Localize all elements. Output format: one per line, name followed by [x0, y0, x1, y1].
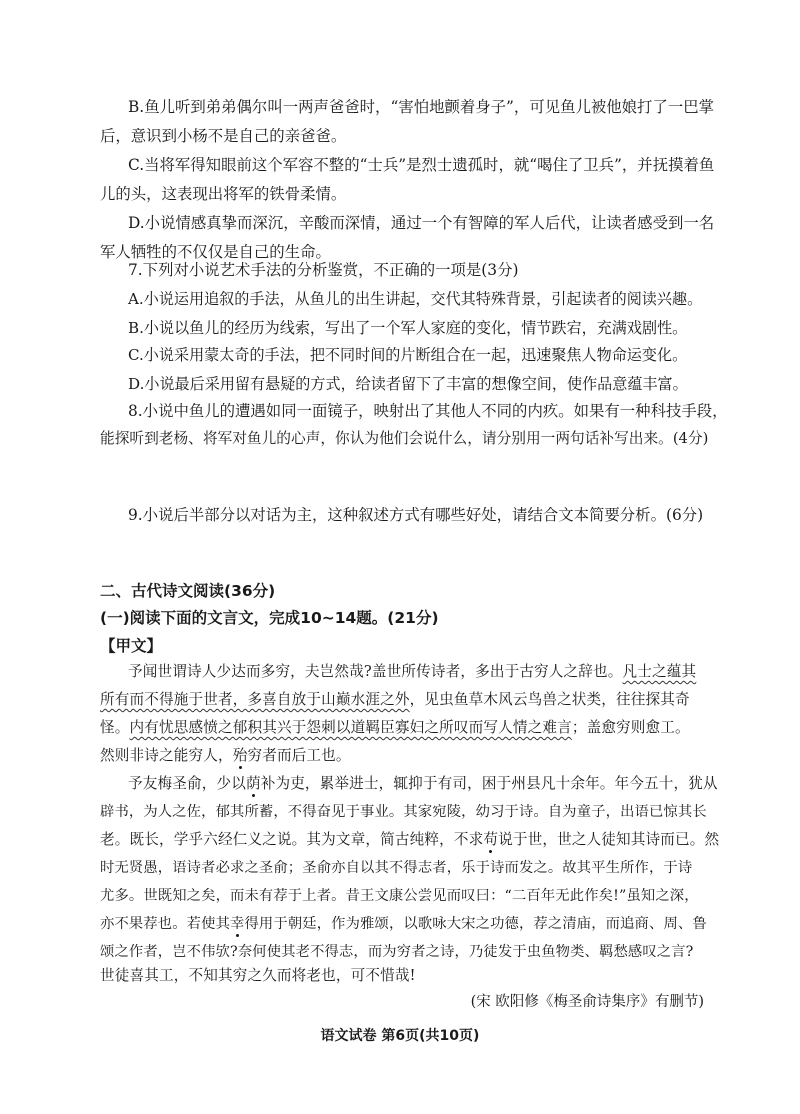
question-7-option-d: D.小说最后采用留有悬疑的方式，给读者留下了丰富的想像空间，使作品意蕴丰富。 — [128, 375, 688, 393]
wavy-underline-span: 所有而不得施于世者，多喜自放于山巅水涯之外 — [100, 691, 410, 708]
text-p1-line3 — [100, 714, 712, 742]
section-title: 二、古代诗文阅读(36分) — [100, 582, 276, 600]
text-span: 亦不果荐也。若使其 — [100, 916, 231, 932]
text-p1-line4 — [100, 742, 712, 770]
text-p2-line1 — [128, 770, 740, 798]
text-span: 穷者而后工也。 — [247, 747, 351, 764]
dotted-character: 苟 — [483, 831, 499, 848]
text-span: 怪。 — [100, 719, 130, 736]
option-b-line1: B.鱼儿听到弟弟偶尔叫一两声爸爸时，“害怕地颤着身子”，可见鱼儿被他娘打了一巴掌 — [128, 98, 715, 116]
option-c-line2: 儿的头，这表现出将军的铁骨柔情。 — [100, 185, 347, 203]
section-subtitle: (一)阅读下面的文言文，完成10~14题。(21分) — [100, 609, 439, 627]
text-span: 予闻世谓诗人少达而多穷，夫岂然哉?盖世所传诗者，多出于古穷人之辞也。 — [128, 663, 623, 680]
text-span: 然则非诗之能穷人， — [100, 747, 233, 764]
text-span: ，见虫鱼草木风云鸟兽之状类，往往探其奇 — [409, 691, 690, 708]
wavy-underline-span: 凡士之蕴其 — [622, 663, 697, 680]
question-7-option-c: C.小说采用蒙太奇的手法，把不同时间的片断组合在一起，迅速聚焦人物命运变化。 — [128, 346, 688, 364]
option-c-line1: C.当将军得知眼前这个军容不整的“士兵”是烈士遗孤时，就“喝住了卫兵”，并抚摸着鱼 — [128, 156, 715, 174]
question-8-line1: 8.小说中鱼儿的遭遇如同一面镜子，映射出了其他人不同的内疚。如果有一种科技手段， — [128, 402, 728, 420]
text-p2-line2: 辟书，为人之佐，郁其所蓄，不得奋见于事业。其家宛陵，幼习于诗。自为童子，出语已惊其长 — [100, 804, 707, 820]
question-7-stem: 7.下列对小说艺术手法的分析鉴赏，不正确的一项是(3分) — [128, 261, 519, 279]
text-p2-line5: 尤多。世既知之矣，而未有荐于上者。昔王文康公尝见而叹曰：“二百年无此作矣!”虽知之深， — [100, 888, 699, 904]
text-span: 补为吏，累举进士，辄抑于有司，困于州县凡十余年。年今五十，犹从 — [260, 775, 718, 792]
text-p1-line2 — [100, 686, 712, 714]
text-p2-line7: 颂之作者，岂不伟欤?奈何使其老不得志，而为穷者之诗，乃徒发于虫鱼物类、羁愁感叹之言? — [100, 944, 694, 960]
jiawen-label: 【甲文】 — [100, 637, 163, 655]
option-d-line1: D.小说情感真挚而深沉，辛酸而深情，通过一个有智障的军人后代，让读者感受到一名 — [128, 214, 715, 232]
dotted-character: 荫 — [245, 775, 261, 792]
question-7-option-b: B.小说以鱼儿的经历为线索，写出了一个军人家庭的变化，情节跌宕，充满戏剧性。 — [128, 319, 688, 337]
source-attribution: (宋 欧阳修《梅圣俞诗集序》有删节) — [470, 994, 704, 1010]
text-p2-line3 — [100, 826, 720, 854]
question-9: 9.小说后半部分以对话为主，这种叙述方式有哪些好处，请结合文本简要分析。(6分) — [128, 506, 704, 524]
question-7-option-a: A.小说运用追叙的手法，从鱼儿的出生讲起，交代其特殊背景，引起读者的阅读兴趣。 — [128, 290, 703, 308]
wavy-underline-span: 内有忧思感愤之郁积其兴于怨刺以道羁臣寡妇之所叹而写人情之难言 — [129, 719, 572, 736]
question-8-line2: 能探听到老杨、将军对鱼儿的心声，你认为他们会说什么，请分别用一两句话补写出来。(4分) — [100, 430, 709, 447]
page-footer: 语文试卷 第6页(共10页) — [320, 1028, 480, 1044]
text-span: 予友梅圣俞，少以 — [128, 775, 246, 792]
option-d-line2: 军人牺牲的不仅仅是自己的生命。 — [100, 243, 331, 261]
text-p2-line4: 时无贤愚，语诗者必求之圣俞；圣俞亦自以其不得志者，乐于诗而发之。故其平生所作，于诗 — [100, 860, 693, 876]
text-p2-line8: 世徒喜其工，不知其穷之久而将老也，可不惜哉! — [100, 967, 416, 984]
dotted-character: 幸 — [230, 916, 245, 932]
text-span: ；盖愈穷则愈工。 — [571, 719, 690, 736]
text-span: 说于世，世之人徒知其诗而已。然 — [498, 831, 720, 848]
option-b-line2: 后，意识到小杨不是自己的亲爸爸。 — [100, 127, 347, 145]
text-p2-line6 — [100, 910, 712, 938]
text-p1-line1 — [128, 658, 740, 686]
text-span: 得用于朝廷，作为雅颂，以歌咏大宋之功德，荐之清庙，而追商、周、鲁 — [244, 916, 707, 932]
text-span: 老。既长，学乎六经仁义之说。其为文章，简古纯粹，不求 — [100, 831, 484, 848]
dotted-character: 殆 — [232, 747, 248, 764]
